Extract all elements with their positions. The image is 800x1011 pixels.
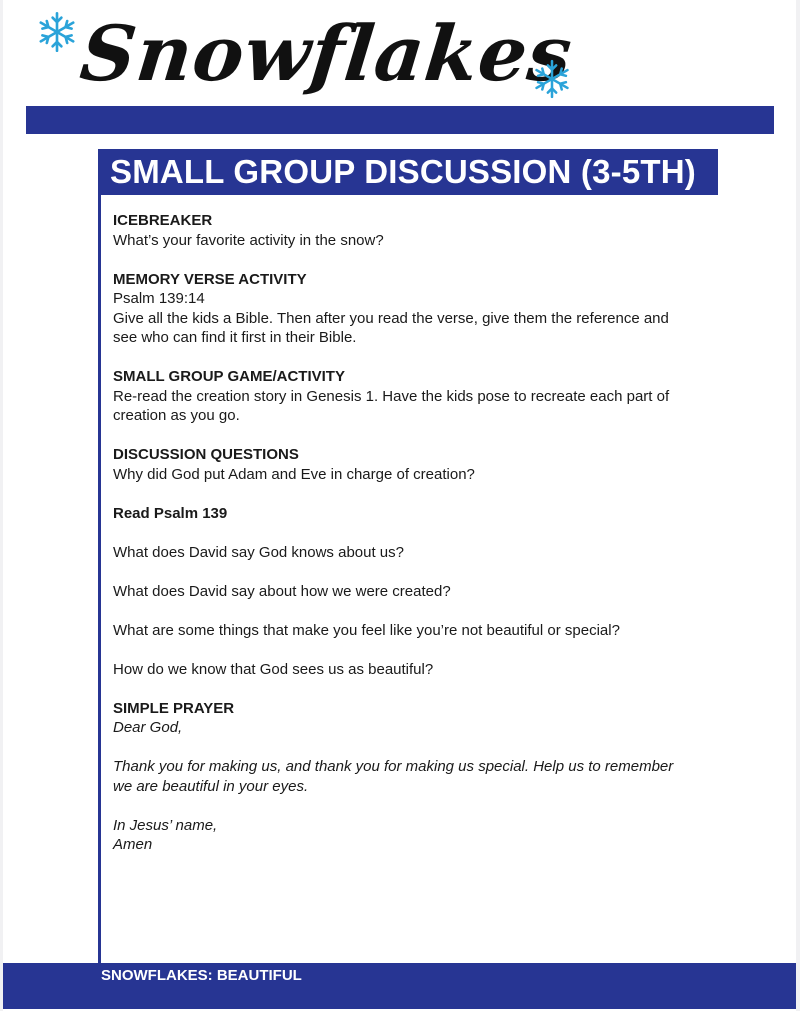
- game-line: creation as you go.: [113, 407, 240, 424]
- question-block: [113, 543, 713, 563]
- prayer-body: [113, 757, 713, 796]
- game-heading: SMALL GROUP GAME/ACTIVITY: [113, 368, 345, 385]
- footer-text: SNOWFLAKES: BEAUTIFUL: [101, 967, 302, 984]
- prayer-line: we are beautiful in your eyes.: [113, 777, 309, 795]
- snowflake-icon: [531, 58, 573, 100]
- discussion-question: What does David say about how we were created?: [113, 582, 451, 600]
- read-psalm-heading: Read Psalm 139: [113, 504, 228, 522]
- prayer-heading: SIMPLE PRAYER: [113, 699, 235, 717]
- icebreaker-section: [113, 211, 713, 250]
- icebreaker-text: What’s your favorite activity in the snow?: [113, 231, 384, 249]
- discussion-heading: DISCUSSION QUESTIONS: [113, 446, 299, 463]
- memory-verse-heading: MEMORY VERSE ACTIVITY: [113, 270, 307, 288]
- prayer-salutation: Dear God,: [113, 719, 183, 736]
- prayer-closing-line: Amen: [113, 836, 153, 853]
- header-band: [26, 106, 774, 134]
- prayer-closing: [113, 816, 713, 855]
- document-page: [3, 0, 796, 1011]
- discussion-question: How do we know that God sees us as beautiful?: [113, 660, 434, 678]
- title-banner: [98, 149, 718, 195]
- logo-text: Snowflakes: [76, 9, 577, 98]
- question-block: [113, 660, 713, 680]
- page-title: SMALL GROUP DISCUSSION (3-5TH): [110, 153, 696, 190]
- icebreaker-heading: ICEBREAKER: [113, 212, 213, 229]
- game-section: [113, 367, 713, 426]
- prayer-closing-line: In Jesus’ name,: [113, 816, 218, 834]
- memory-verse-line: see who can find it first in their Bible.: [113, 329, 357, 346]
- question-block: [113, 582, 713, 602]
- discussion-content: [113, 211, 713, 874]
- left-rule: [98, 195, 101, 965]
- discussion-section: [113, 445, 713, 484]
- game-line: Re-read the creation story in Genesis 1. Have the kids pose to recreate each part of: [113, 387, 670, 405]
- discussion-question: Why did God put Adam and Eve in charge of creation?: [113, 465, 475, 483]
- read-psalm: [113, 504, 713, 524]
- memory-verse-reference: Psalm 139:14: [113, 290, 205, 307]
- discussion-question: What are some things that make you feel like you’re not beautiful or special?: [113, 621, 620, 639]
- discussion-question: What does David say God knows about us?: [113, 543, 404, 561]
- prayer-line: Thank you for making us, and thank you for making us special. Help us to remember: [113, 758, 674, 775]
- question-block: [113, 621, 713, 641]
- snowflake-icon: [35, 10, 79, 54]
- memory-verse-section: [113, 270, 713, 348]
- logo: [31, 6, 591, 106]
- footer-band: [3, 963, 796, 1009]
- memory-verse-line: Give all the kids a Bible. Then after you read the verse, give them the reference and: [113, 309, 669, 327]
- prayer-section: [113, 699, 713, 738]
